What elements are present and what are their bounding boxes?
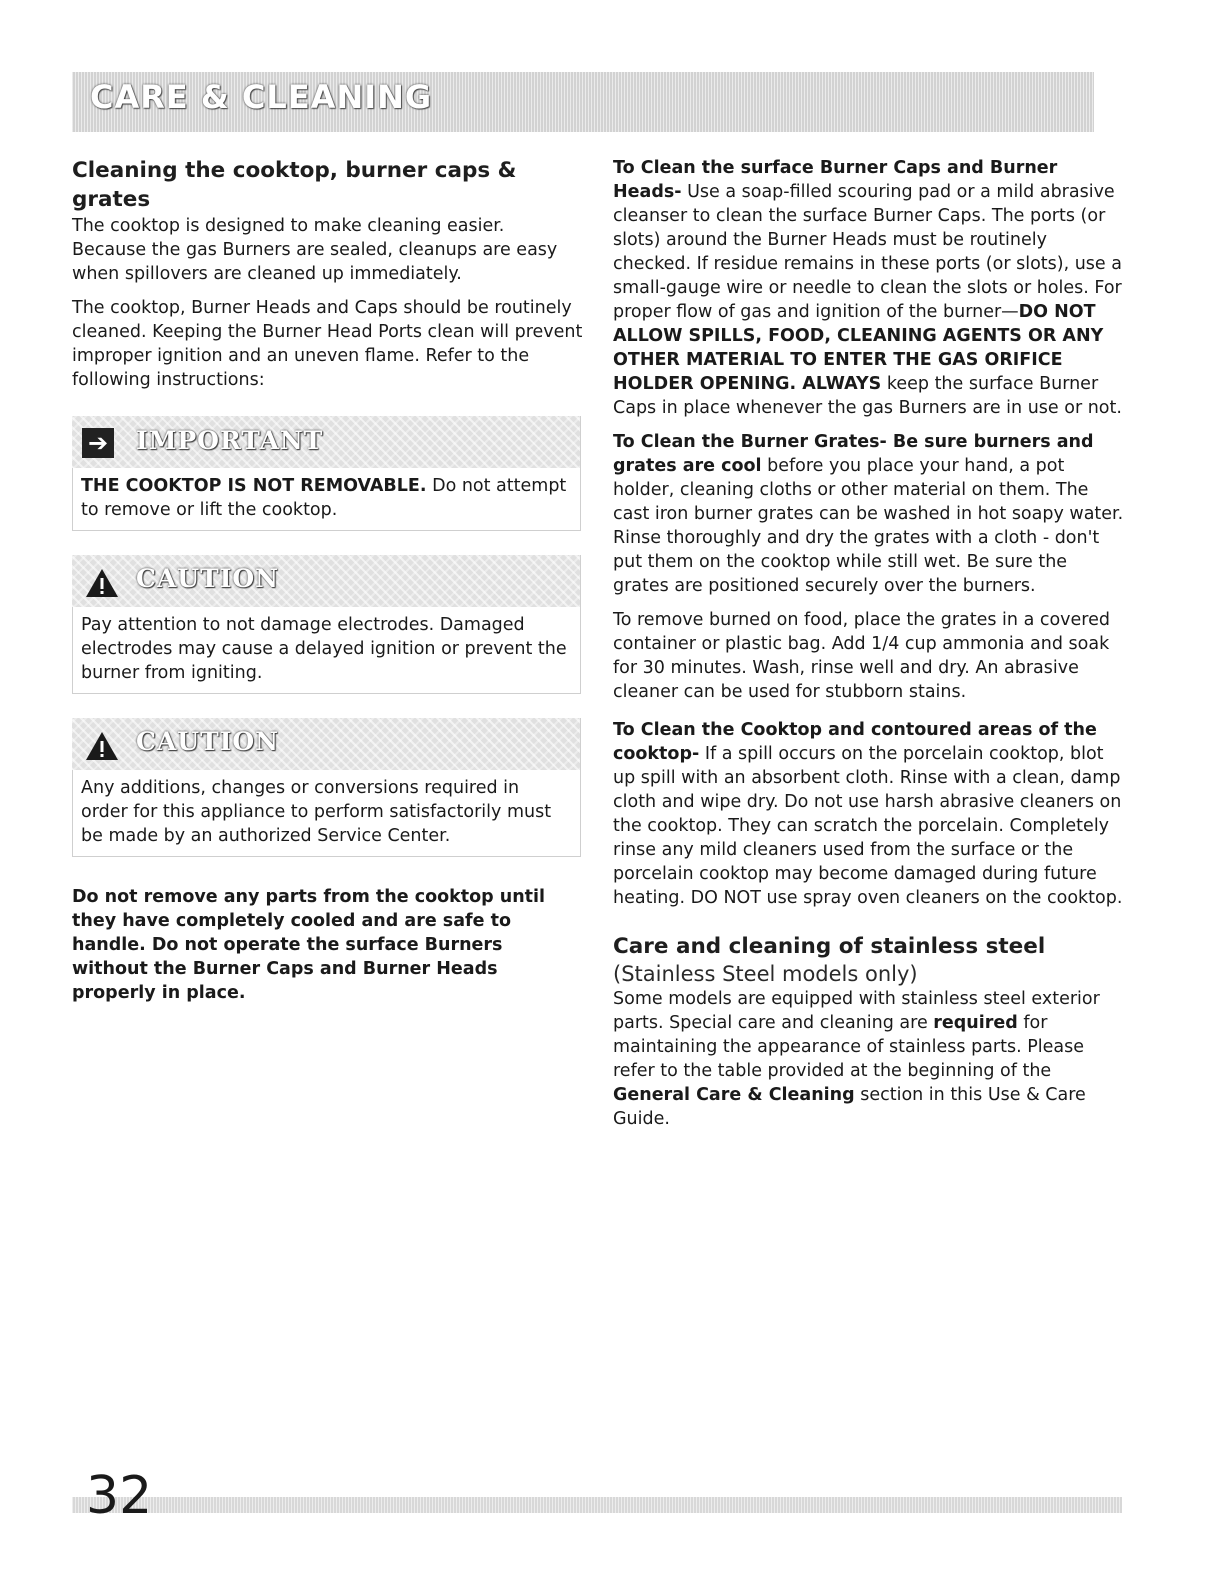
page-number: 32 — [86, 1466, 153, 1526]
arrow-right-icon: ➔ — [82, 428, 114, 458]
warning-triangle-icon — [84, 730, 120, 762]
caution-text: Any additions, changes or conversions required in order for this appliance to perform satisfactorily must be made by an authorized Service Center. — [81, 778, 552, 846]
caps-paragraph: To Clean the surface Burner Caps and Burner Heads- Use a soap-filled scouring pad or a mild abrasive cleanser to clean the surface Burner Caps. The ports (or slots) around the Burner Heads must be routinely checked. If residue remains in these ports (or slots), use a small-gauge wire or needle to clean the slots or holes. For proper flow of gas and ignition of the burner—DO NOT ALLOW SPILLS, FOOD, CLEANING AGENTS OR ANY OTHER MATERIAL TO ENTER THE GAS ORIFICE HOLDER OPENING. ALWAYS keep the surface Burner Caps in place whenever the gas Burners are in use or not. — [613, 158, 1122, 418]
grates-lead: To Clean the Burner Grates- Be sure burners and grates are cool — [613, 432, 1094, 476]
caution-header — [72, 555, 580, 607]
stainless-subheading: (Stainless Steel models only) — [613, 962, 918, 986]
caution-box-electrodes — [72, 555, 581, 694]
caution-body — [72, 770, 580, 856]
caution-box-service — [72, 718, 581, 857]
caution-text: Pay attention to not damage electrodes. Damaged electrodes may cause a delayed ignition or prevent the burner from igniting. — [81, 615, 567, 683]
right-column — [613, 156, 1125, 1131]
intro-paragraph: The cooktop is designed to make cleaning easier. Because the gas Burners are sealed, cleanups are easy when spillovers are cleaned up immediately. — [72, 216, 558, 284]
stainless-paragraph: Some models are equipped with stainless steel exterior parts. Special care and cleaning are required for maintaining the appearance of stainless parts. Please refer to the table provided at the beginning of the General Care & Cleaning section in this Use & Care Guide. — [613, 989, 1100, 1129]
important-title: IMPORTANT — [136, 426, 324, 455]
routine-paragraph: The cooktop, Burner Heads and Caps should be routinely cleaned. Keeping the Burner Head Ports clean will prevent improper ignition and an uneven flame. Refer to the following instructions: — [72, 298, 583, 390]
important-header — [72, 416, 580, 468]
caution-body — [72, 607, 580, 693]
burned-food-paragraph: To remove burned on food, place the grates in a covered container or plastic bag. Add 1/4 cup ammonia and soak for 30 minutes. Wash, rinse well and dry. An abrasive cleaner can be used for stubborn stains. — [613, 610, 1110, 702]
important-bold: THE COOKTOP IS NOT REMOVABLE. — [81, 476, 427, 496]
important-text: Do not attempt to remove or lift the cooktop. — [81, 476, 567, 520]
cooktop-paragraph: To Clean the Cooktop and contoured areas of the cooktop- If a spill occurs on the porcelain cooktop, blot up spill with an absorbent cloth. Rinse with a clean, damp cloth and wipe dry. Do not use harsh abrasive cleaners on the cooktop. They can scratch the porcelain. Completely rinse any mild cleaners used from the surface or the porcelain cooktop may become damaged during future heating. DO NOT use spray oven cleaners on the cooktop. — [613, 720, 1123, 908]
caps-warning: DO NOT ALLOW SPILLS, FOOD, CLEANING AGENTS OR ANY OTHER MATERIAL TO ENTER THE GAS ORIFICE HOLDER OPENING. ALWAYS — [613, 302, 1104, 394]
caution-header — [72, 718, 580, 770]
left-column — [72, 156, 584, 1005]
final-warning: Do not remove any parts from the cooktop until they have completely cooled and are safe to handle. Do not operate the surface Burners without the Burner Caps and Burner Heads properly in place. — [72, 887, 546, 1003]
caution-title: CAUTION — [136, 564, 280, 593]
important-box — [72, 416, 581, 531]
footer-band — [72, 1497, 1122, 1513]
important-body — [72, 468, 580, 530]
caps-lead: To Clean the surface Burner Caps and Burner Heads- — [613, 158, 1058, 202]
caution-title: CAUTION — [136, 727, 280, 756]
section-title: CARE & CLEANING — [90, 78, 433, 116]
cooktop-heading: Cleaning the cooktop, burner caps & grates — [72, 158, 517, 212]
warning-triangle-icon — [84, 567, 120, 599]
cooktop-lead: To Clean the Cooktop and contoured areas of the cooktop- — [613, 720, 1097, 764]
grates-paragraph: To Clean the Burner Grates- Be sure burners and grates are cool before you place your hand, a pot holder, cleaning cloths or other material on them. The cast iron burner grates can be washed in hot soapy water. Rinse thoroughly and dry the grates with a cloth - don't put them on the cooktop while still wet. Be sure the grates are positioned securely over the burners. — [613, 432, 1124, 596]
stainless-heading: Care and cleaning of stainless steel — [613, 934, 1046, 959]
